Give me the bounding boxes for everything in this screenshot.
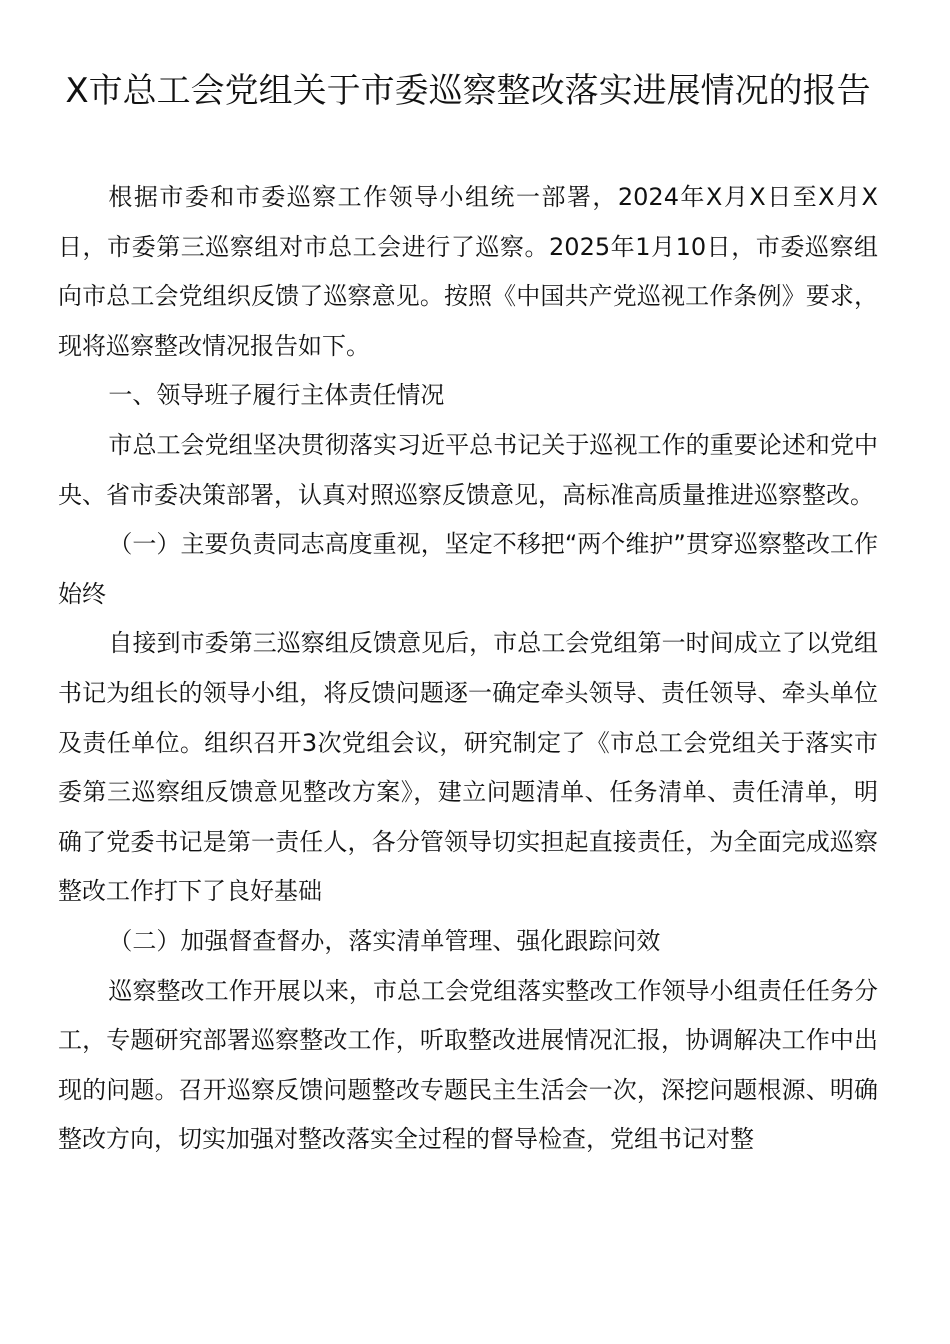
intro-paragraph: 根据市委和市委巡察工作领导小组统一部署，2024年X月X日至X月X日，市委第三巡察组对市总工会进行了巡察。2025年1月10日，市委巡察组向市总工会党组织反馈了巡察意见。按照《中国共产党巡视工作条例》要求，现将巡察整改情况报告如下。	[58, 183, 878, 360]
subsection-2-heading: （二）加强督查督办，落实清单管理、强化跟踪问效	[108, 926, 661, 955]
section-1-intro-paragraph: 市总工会党组坚决贯彻落实习近平总书记关于巡视工作的重要论述和党中央、省市委决策部署，认真对照巡察反馈意见，高标准高质量推进巡察整改。	[58, 430, 878, 509]
subsection-2-body: 巡察整改工作开展以来，市总工会党组落实整改工作领导小组责任任务分工，专题研究部署巡察整改工作，听取整改进展情况汇报，协调解决工作中出现的问题。召开巡察反馈问题整改专题民主生活会一次，深挖问题根源、明确整改方向，切实加强对整改落实全过程的督导检查，党组书记对整	[58, 976, 878, 1154]
subsection-1-heading: （一）主要负责同志高度重视，坚定不移把“两个维护”贯穿巡察整改工作始终	[58, 530, 878, 608]
document-title: X市总工会党组关于市委巡察整改落实进展情况的报告	[65, 71, 871, 111]
section-1-heading: 一、领导班子履行主体责任情况	[108, 381, 445, 410]
subsection-1-body: 自接到市委第三巡察组反馈意见后，市总工会党组第一时间成立了以党组书记为组长的领导小组，将反馈问题逐一确定牵头领导、责任领导、牵头单位及责任单位。组织召开3次党组会议，研究制定了《市总工会党组关于落实市委第三巡察组反馈意见整改方案》，建立问题清单、任务清单、责任清单，明确了党委书记是第一责任人，各分管领导切实担起直接责任，为全面完成巡察整改工作打下了良好基础	[58, 629, 878, 906]
